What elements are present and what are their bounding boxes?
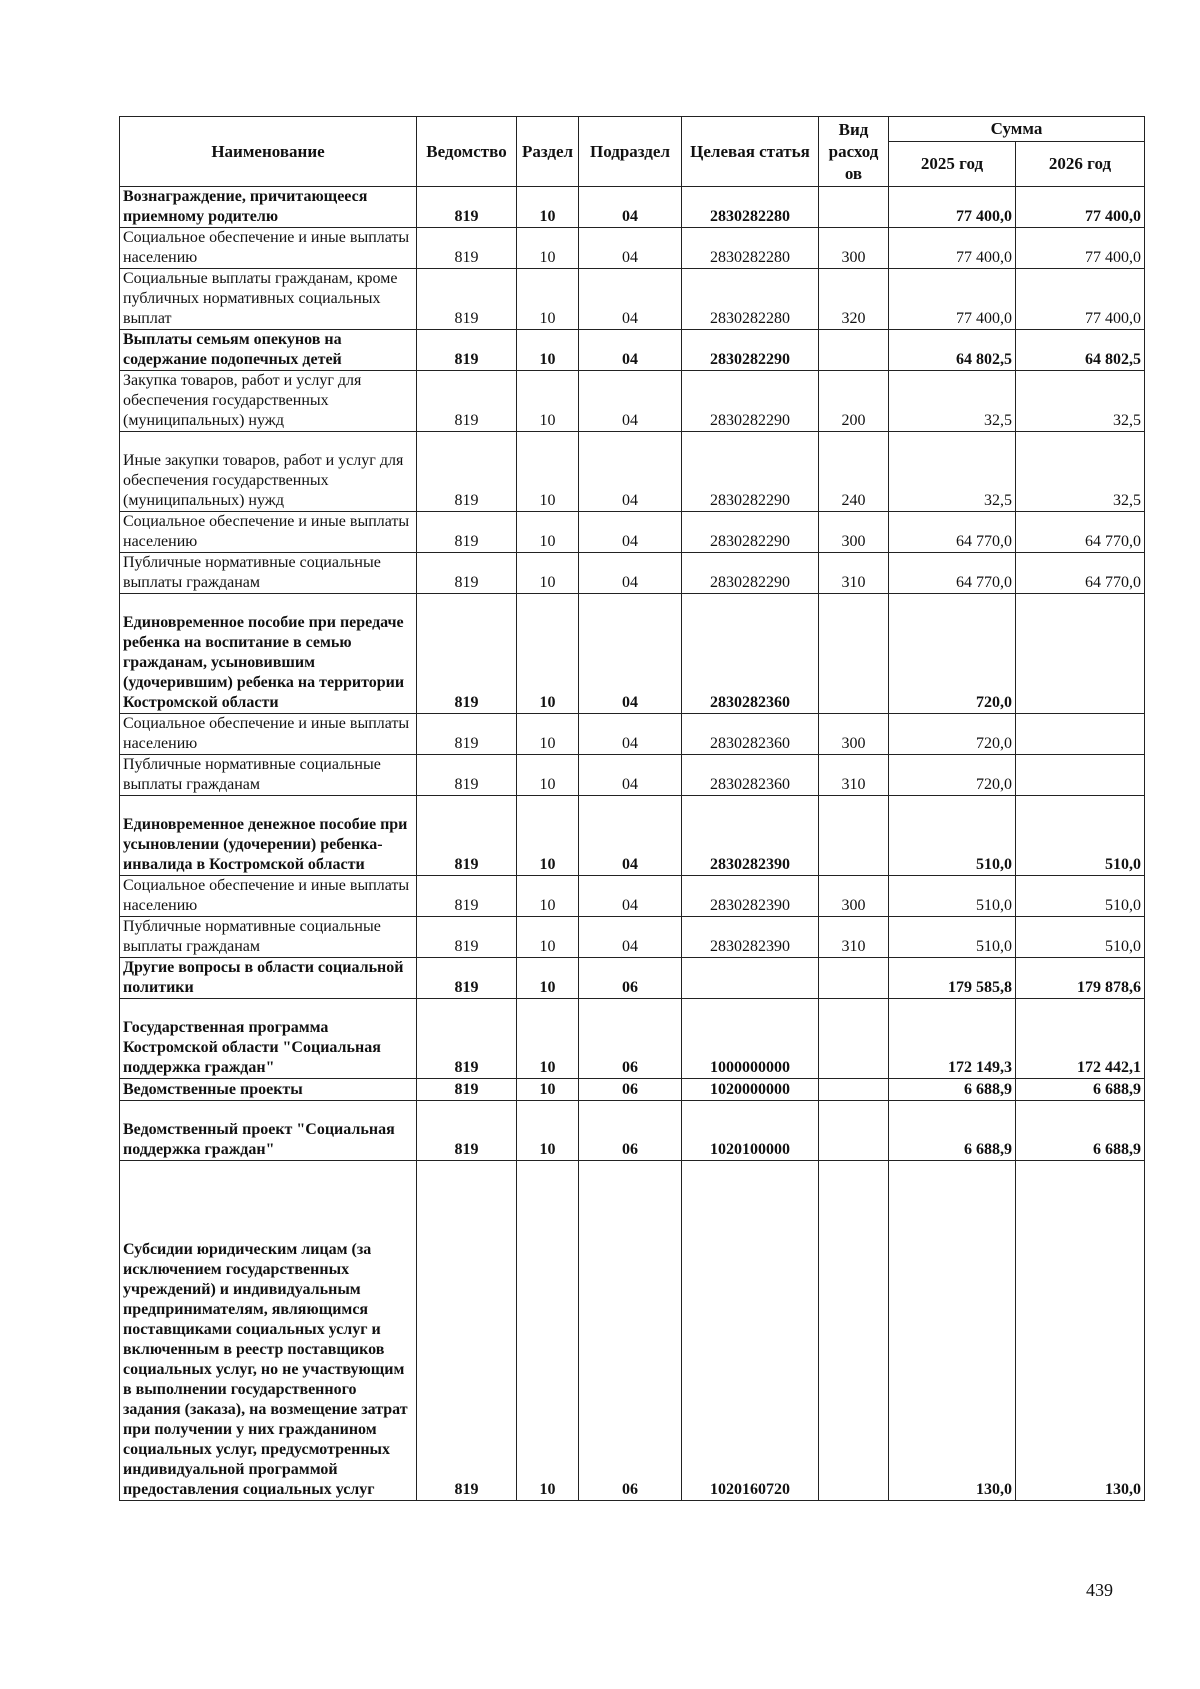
cell-razdel: 10 — [517, 755, 579, 796]
cell-vedomstvo: 819 — [417, 958, 517, 999]
cell-razdel: 10 — [517, 714, 579, 755]
cell-name: Государственная программа Костромской области "Социальная поддержка граждан" — [120, 999, 417, 1079]
cell-razdel: 10 — [517, 553, 579, 594]
table-row — [120, 1161, 1145, 1501]
table-row — [120, 512, 1145, 553]
cell-razdel: 10 — [517, 1161, 579, 1501]
cell-podrazdel: 06 — [579, 958, 682, 999]
cell-podrazdel: 04 — [579, 228, 682, 269]
cell-name: Ведомственный проект "Социальная поддержка граждан" — [120, 1101, 417, 1161]
cell-razdel: 10 — [517, 917, 579, 958]
cell-razdel: 10 — [517, 999, 579, 1079]
table-row — [120, 917, 1145, 958]
cell-vedomstvo: 819 — [417, 755, 517, 796]
cell-podrazdel: 04 — [579, 512, 682, 553]
cell-sum-2026: 32,5 — [1016, 371, 1145, 432]
cell-celevaya-statya: 2830282290 — [682, 553, 819, 594]
cell-sum-2026: 510,0 — [1016, 876, 1145, 917]
cell-sum-2026 — [1016, 755, 1145, 796]
cell-vid-raskhodov: 300 — [819, 876, 889, 917]
cell-vedomstvo: 819 — [417, 1079, 517, 1101]
cell-podrazdel: 04 — [579, 432, 682, 512]
cell-podrazdel: 04 — [579, 755, 682, 796]
cell-celevaya-statya: 1020100000 — [682, 1101, 819, 1161]
cell-name: Субсидии юридическим лицам (за исключением государственных учреждений) и индивидуальным предпринимателям, являющимся поставщиками социальных услуг и включенным в реестр поставщиков социальных услуг, но не участвующим в выполнении государственного задания (заказа), на возмещение затрат при получении у них гражданином социальных услуг, предусмотренных индивидуальной программой предоставления социальных услуг — [120, 1161, 417, 1501]
cell-celevaya-statya: 2830282360 — [682, 594, 819, 714]
budget-table — [119, 116, 1145, 1501]
header-podrazdel: Подраздел — [579, 117, 682, 187]
cell-celevaya-statya: 2830282290 — [682, 371, 819, 432]
header-name: Наименование — [120, 117, 417, 187]
cell-podrazdel: 06 — [579, 1079, 682, 1101]
cell-sum-2025: 720,0 — [889, 714, 1016, 755]
cell-celevaya-statya: 2830282390 — [682, 876, 819, 917]
header-year-2025: 2025 год — [889, 142, 1016, 187]
cell-vedomstvo: 819 — [417, 594, 517, 714]
cell-name: Социальное обеспечение и иные выплаты населению — [120, 714, 417, 755]
cell-name: Публичные нормативные социальные выплаты гражданам — [120, 553, 417, 594]
cell-sum-2026 — [1016, 594, 1145, 714]
cell-vedomstvo: 819 — [417, 187, 517, 228]
cell-podrazdel: 04 — [579, 330, 682, 371]
cell-vid-raskhodov: 240 — [819, 432, 889, 512]
cell-sum-2025: 130,0 — [889, 1161, 1016, 1501]
cell-vedomstvo: 819 — [417, 999, 517, 1079]
cell-name: Социальные выплаты гражданам, кроме публичных нормативных социальных выплат — [120, 269, 417, 330]
cell-celevaya-statya: 2830282390 — [682, 796, 819, 876]
cell-sum-2025: 32,5 — [889, 371, 1016, 432]
table-header — [120, 117, 1145, 187]
cell-sum-2026: 510,0 — [1016, 917, 1145, 958]
cell-sum-2025: 6 688,9 — [889, 1079, 1016, 1101]
cell-sum-2026: 6 688,9 — [1016, 1101, 1145, 1161]
cell-name: Публичные нормативные социальные выплаты гражданам — [120, 755, 417, 796]
cell-razdel: 10 — [517, 796, 579, 876]
cell-razdel: 10 — [517, 594, 579, 714]
table-row — [120, 958, 1145, 999]
cell-razdel: 10 — [517, 371, 579, 432]
cell-sum-2025: 720,0 — [889, 594, 1016, 714]
cell-vedomstvo: 819 — [417, 330, 517, 371]
header-summa: Сумма — [889, 117, 1145, 142]
cell-razdel: 10 — [517, 269, 579, 330]
cell-name: Социальное обеспечение и иные выплаты населению — [120, 876, 417, 917]
cell-sum-2026: 32,5 — [1016, 432, 1145, 512]
cell-sum-2026: 77 400,0 — [1016, 228, 1145, 269]
cell-sum-2025: 77 400,0 — [889, 269, 1016, 330]
cell-sum-2025: 720,0 — [889, 755, 1016, 796]
cell-vid-raskhodov — [819, 1161, 889, 1501]
cell-razdel: 10 — [517, 1079, 579, 1101]
cell-name: Вознаграждение, причитающееся приемному родителю — [120, 187, 417, 228]
header-celevaya-statya: Целевая статья — [682, 117, 819, 187]
cell-podrazdel: 04 — [579, 714, 682, 755]
cell-name: Публичные нормативные социальные выплаты гражданам — [120, 917, 417, 958]
cell-celevaya-statya: 1000000000 — [682, 999, 819, 1079]
cell-name: Другие вопросы в области социальной политики — [120, 958, 417, 999]
cell-sum-2025: 64 770,0 — [889, 553, 1016, 594]
cell-vid-raskhodov — [819, 594, 889, 714]
cell-sum-2025: 510,0 — [889, 796, 1016, 876]
cell-name: Социальное обеспечение и иные выплаты населению — [120, 512, 417, 553]
cell-sum-2026: 172 442,1 — [1016, 999, 1145, 1079]
cell-vid-raskhodov: 200 — [819, 371, 889, 432]
cell-razdel: 10 — [517, 958, 579, 999]
cell-celevaya-statya: 2830282290 — [682, 330, 819, 371]
cell-sum-2026: 77 400,0 — [1016, 269, 1145, 330]
cell-name: Единовременное пособие при передаче ребенка на воспитание в семью гражданам, усыновившим (удочерившим) ребенка на территории Костромской области — [120, 594, 417, 714]
table-row — [120, 594, 1145, 714]
cell-sum-2025: 510,0 — [889, 917, 1016, 958]
cell-razdel: 10 — [517, 876, 579, 917]
cell-vedomstvo: 819 — [417, 796, 517, 876]
cell-vedomstvo: 819 — [417, 228, 517, 269]
cell-podrazdel: 04 — [579, 917, 682, 958]
cell-sum-2026: 510,0 — [1016, 796, 1145, 876]
table-row — [120, 1101, 1145, 1161]
cell-name: Единовременное денежное пособие при усыновлении (удочерении) ребенка-инвалида в Костромской области — [120, 796, 417, 876]
cell-vid-raskhodov — [819, 1079, 889, 1101]
cell-sum-2026: 6 688,9 — [1016, 1079, 1145, 1101]
cell-vedomstvo: 819 — [417, 371, 517, 432]
table-row — [120, 876, 1145, 917]
cell-razdel: 10 — [517, 187, 579, 228]
cell-sum-2025: 64 802,5 — [889, 330, 1016, 371]
cell-vid-raskhodov: 300 — [819, 228, 889, 269]
cell-vid-raskhodov — [819, 1101, 889, 1161]
cell-podrazdel: 04 — [579, 553, 682, 594]
cell-razdel: 10 — [517, 228, 579, 269]
table-row — [120, 330, 1145, 371]
header-year-2026: 2026 год — [1016, 142, 1145, 187]
cell-podrazdel: 04 — [579, 187, 682, 228]
cell-sum-2026: 130,0 — [1016, 1161, 1145, 1501]
table-row — [120, 755, 1145, 796]
cell-celevaya-statya: 2830282290 — [682, 512, 819, 553]
cell-vid-raskhodov — [819, 187, 889, 228]
table-row — [120, 187, 1145, 228]
table-row — [120, 269, 1145, 330]
cell-razdel: 10 — [517, 432, 579, 512]
table-row — [120, 1079, 1145, 1101]
table-row — [120, 432, 1145, 512]
cell-razdel: 10 — [517, 330, 579, 371]
cell-celevaya-statya: 2830282280 — [682, 269, 819, 330]
cell-celevaya-statya: 1020000000 — [682, 1079, 819, 1101]
table-row — [120, 714, 1145, 755]
cell-vid-raskhodov: 320 — [819, 269, 889, 330]
budget-table-sheet — [119, 116, 1144, 1501]
cell-podrazdel: 06 — [579, 1101, 682, 1161]
header-vedomstvo: Ведомство — [417, 117, 517, 187]
table-row — [120, 796, 1145, 876]
cell-podrazdel: 04 — [579, 594, 682, 714]
cell-sum-2026: 179 878,6 — [1016, 958, 1145, 999]
header-razdel: Раздел — [517, 117, 579, 187]
cell-sum-2025: 77 400,0 — [889, 228, 1016, 269]
cell-podrazdel: 04 — [579, 796, 682, 876]
cell-razdel: 10 — [517, 512, 579, 553]
cell-sum-2025: 77 400,0 — [889, 187, 1016, 228]
cell-vid-raskhodov — [819, 796, 889, 876]
cell-celevaya-statya: 2830282360 — [682, 755, 819, 796]
cell-vedomstvo: 819 — [417, 432, 517, 512]
cell-celevaya-statya: 2830282390 — [682, 917, 819, 958]
cell-vid-raskhodov: 300 — [819, 714, 889, 755]
table-row — [120, 553, 1145, 594]
cell-name: Выплаты семьям опекунов на содержание подопечных детей — [120, 330, 417, 371]
table-body — [120, 187, 1145, 1501]
cell-name: Иные закупки товаров, работ и услуг для обеспечения государственных (муниципальных) нужд — [120, 432, 417, 512]
cell-vid-raskhodov — [819, 999, 889, 1079]
cell-vedomstvo: 819 — [417, 917, 517, 958]
cell-vedomstvo: 819 — [417, 876, 517, 917]
cell-vedomstvo: 819 — [417, 553, 517, 594]
cell-podrazdel: 04 — [579, 269, 682, 330]
cell-podrazdel: 06 — [579, 999, 682, 1079]
cell-sum-2026: 64 802,5 — [1016, 330, 1145, 371]
cell-celevaya-statya: 1020160720 — [682, 1161, 819, 1501]
table-row — [120, 228, 1145, 269]
cell-celevaya-statya: 2830282280 — [682, 228, 819, 269]
cell-sum-2026 — [1016, 714, 1145, 755]
cell-podrazdel: 06 — [579, 1161, 682, 1501]
cell-name: Ведомственные проекты — [120, 1079, 417, 1101]
cell-name: Социальное обеспечение и иные выплаты населению — [120, 228, 417, 269]
cell-vedomstvo: 819 — [417, 714, 517, 755]
cell-celevaya-statya: 2830282290 — [682, 432, 819, 512]
cell-vid-raskhodov: 310 — [819, 917, 889, 958]
cell-celevaya-statya: 2830282280 — [682, 187, 819, 228]
cell-sum-2025: 172 149,3 — [889, 999, 1016, 1079]
cell-sum-2026: 64 770,0 — [1016, 512, 1145, 553]
cell-vid-raskhodov: 310 — [819, 553, 889, 594]
cell-podrazdel: 04 — [579, 876, 682, 917]
cell-razdel: 10 — [517, 1101, 579, 1161]
cell-sum-2025: 510,0 — [889, 876, 1016, 917]
cell-sum-2025: 6 688,9 — [889, 1101, 1016, 1161]
cell-vid-raskhodov — [819, 330, 889, 371]
cell-vedomstvo: 819 — [417, 1101, 517, 1161]
cell-sum-2025: 179 585,8 — [889, 958, 1016, 999]
cell-vedomstvo: 819 — [417, 269, 517, 330]
cell-celevaya-statya: 2830282360 — [682, 714, 819, 755]
cell-sum-2025: 32,5 — [889, 432, 1016, 512]
cell-vid-raskhodov: 300 — [819, 512, 889, 553]
table-row — [120, 999, 1145, 1079]
header-vid-raskhodov: Вид расход ов — [819, 117, 889, 187]
cell-podrazdel: 04 — [579, 371, 682, 432]
page-number: 439 — [1086, 1580, 1113, 1600]
cell-vid-raskhodov: 310 — [819, 755, 889, 796]
cell-name: Закупка товаров, работ и услуг для обеспечения государственных (муниципальных) нужд — [120, 371, 417, 432]
cell-sum-2025: 64 770,0 — [889, 512, 1016, 553]
cell-vedomstvo: 819 — [417, 512, 517, 553]
cell-vedomstvo: 819 — [417, 1161, 517, 1501]
cell-sum-2026: 64 770,0 — [1016, 553, 1145, 594]
cell-sum-2026: 77 400,0 — [1016, 187, 1145, 228]
cell-vid-raskhodov — [819, 958, 889, 999]
cell-celevaya-statya — [682, 958, 819, 999]
table-row — [120, 371, 1145, 432]
